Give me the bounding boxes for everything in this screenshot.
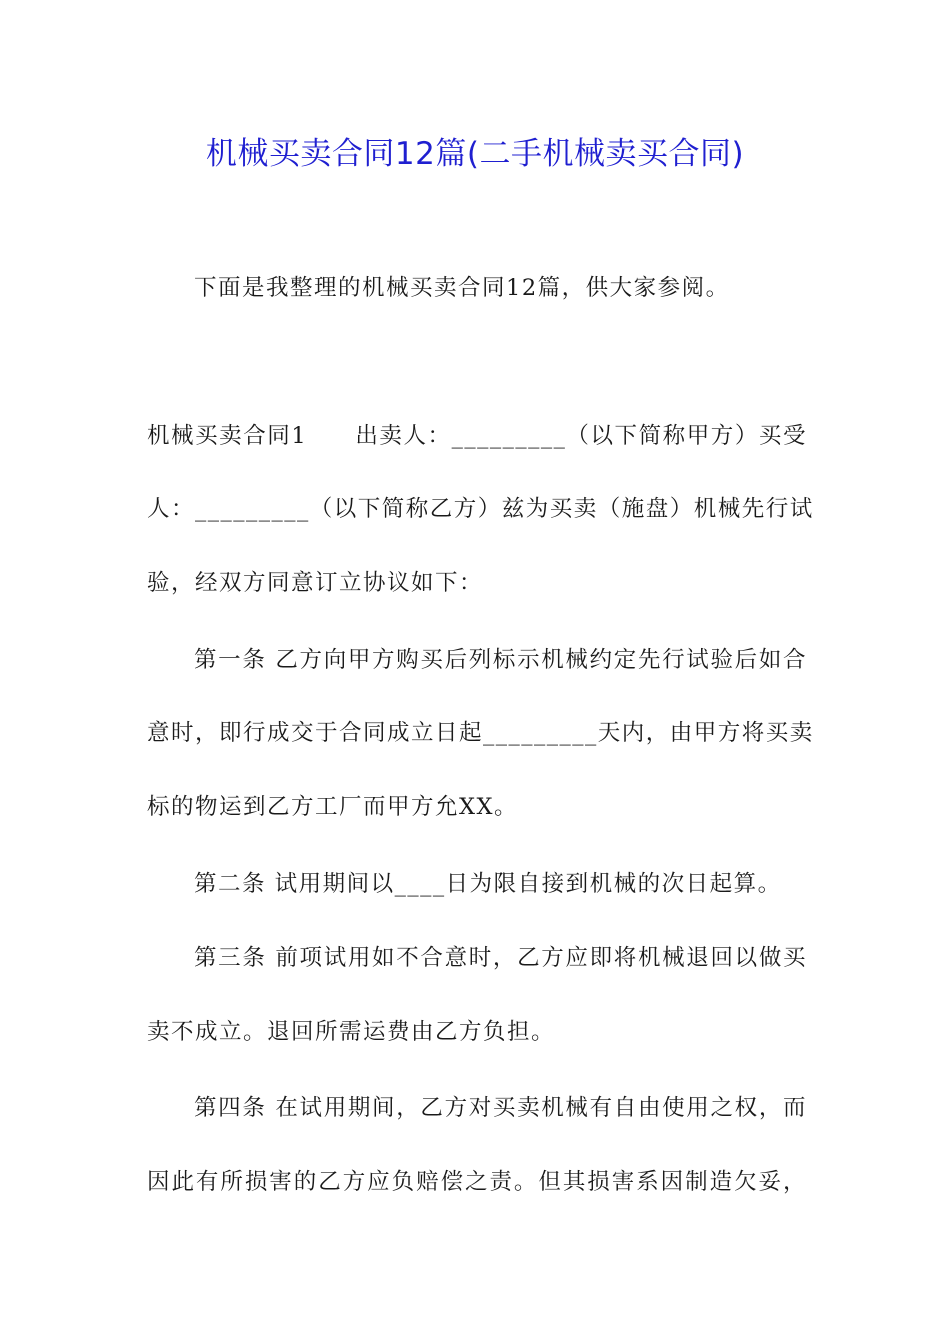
article1-line1: 第一条 乙方向甲方购买后列标示机械约定先行试验后如合 xyxy=(194,647,807,673)
contract1-line1: 机械买卖合同1 出卖人：_________（以下简称甲方）买受 xyxy=(147,423,807,449)
article1-line2: 意时，即行成交于合同成立日起_________天内，由甲方将买卖 xyxy=(147,720,814,746)
article4-line2: 因此有所损害的乙方应负赔偿之责。但其损害系因制造欠妥， xyxy=(147,1169,807,1195)
article2-line1: 第二条 试用期间以____日为限自接到机械的次日起算。 xyxy=(194,871,782,897)
article3-line1: 第三条 前项试用如不合意时，乙方应即将机械退回以做买 xyxy=(194,945,807,971)
intro-paragraph: 下面是我整理的机械买卖合同12篇，供大家参阅。 xyxy=(194,275,730,301)
contract1-line2: 人：_________（以下简称乙方）兹为买卖（施盘）机械先行试 xyxy=(147,496,814,522)
article1-line3: 标的物运到乙方工厂而甲方允XX。 xyxy=(147,794,519,820)
contract1-line3: 验，经双方同意订立协议如下： xyxy=(147,570,484,596)
document-title: 机械买卖合同12篇(二手机械卖买合同) xyxy=(205,136,745,172)
article3-line2: 卖不成立。退回所需运费由乙方负担。 xyxy=(147,1019,556,1045)
article4-line1: 第四条 在试用期间，乙方对买卖机械有自由使用之权，而 xyxy=(194,1095,807,1121)
